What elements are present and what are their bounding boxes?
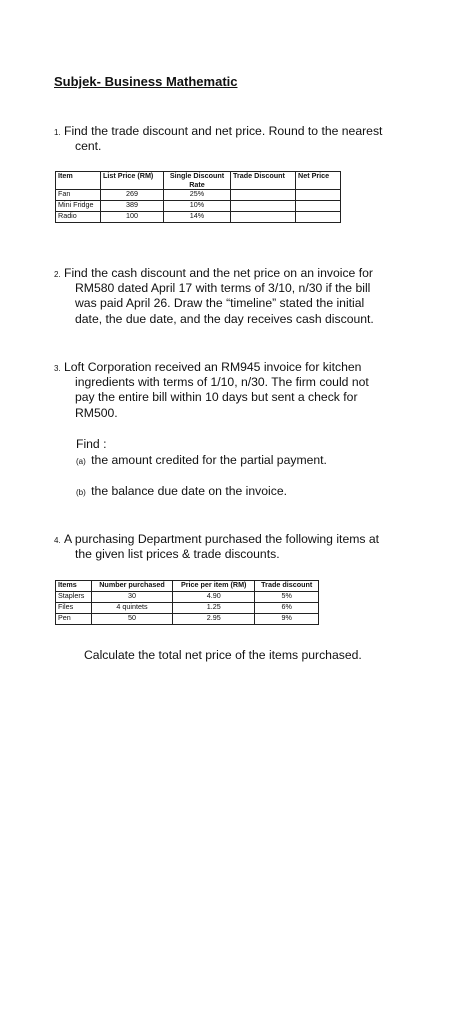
question-line: Find the cash discount and the net price on an invoice for [64,266,373,280]
table-cell: 389 [101,201,164,212]
question-line: was paid April 26. Draw the “timeline” stated the initial [75,296,365,311]
table-cell [231,190,296,201]
table-cell: 10% [164,201,231,212]
final-instruction: Calculate the total net price of the items purchased. [84,648,362,662]
table-cell: 2.95 [172,614,255,625]
question-line: Loft Corporation received an RM945 invoice for kitchen [64,360,362,374]
question-line: cent. [75,139,102,154]
table-cell: 25% [164,190,231,201]
column-header: Trade discount [255,581,319,592]
column-header: Items [56,581,92,592]
question-number: 2. [54,270,61,279]
column-header: List Price (RM) [101,172,164,190]
question-text [65,532,433,562]
table-cell: 269 [101,190,164,201]
table-header-row [56,172,341,190]
column-header: Net Price [296,172,341,190]
column-header: Single Discount Rate [164,172,231,190]
sub-question-a [76,453,327,469]
table-cell: Fan [56,190,101,201]
table-cell: 50 [92,614,173,625]
question-1 [38,124,433,154]
column-header: Trade Discount [231,172,296,190]
table-row [56,212,341,223]
table-cell: 4.90 [172,592,255,603]
table-cell: 5% [255,592,319,603]
find-label: Find : [76,437,107,451]
table-cell: 1.25 [172,603,255,614]
question-line: RM580 dated April 17 with terms of 3/10, n/30 if the bill [75,281,371,296]
column-header: Number purchased [92,581,173,592]
question-number: 3. [54,364,61,373]
table-row [56,603,319,614]
table-header-row [56,581,319,592]
sub-question-text: the balance due date on the invoice. [91,484,287,498]
table-cell [296,190,341,201]
table-cell: Staplers [56,592,92,603]
question-line: the given list prices & trade discounts. [75,547,280,562]
sub-question-b [76,484,287,500]
table-cell: 4 quintets [92,603,173,614]
question-text [65,360,433,421]
sub-question-text: the amount credited for the partial payment. [91,453,327,467]
table-row [56,190,341,201]
table-cell [296,212,341,223]
question-text [65,266,433,327]
question-line: pay the entire bill within 10 days but sent a check for [75,390,358,405]
q1-table [55,171,341,223]
table-cell [296,201,341,212]
question-line: date, the due date, and the day receives cash discount. [75,311,374,326]
question-line: RM500. [75,405,118,420]
question-line: ingredients with terms of 1/10, n/30. The firm could not [75,375,369,390]
table-cell: Mini Fridge [56,201,101,212]
question-2 [38,266,433,327]
table-cell [231,201,296,212]
table-row [56,592,319,603]
table-cell: 100 [101,212,164,223]
table-cell: Files [56,603,92,614]
table-cell [231,212,296,223]
question-number: 1. [54,128,61,137]
column-header: Item [56,172,101,190]
question-4 [38,532,433,562]
question-line: A purchasing Department purchased the following items at [64,532,380,546]
q4-table [55,580,319,625]
table-cell: 9% [255,614,319,625]
table-cell: Pen [56,614,92,625]
sub-question-label: (b) [76,488,86,497]
question-number: 4. [54,536,61,545]
sub-question-label: (a) [76,457,86,466]
table-cell: 30 [92,592,173,603]
table-cell: 14% [164,212,231,223]
page-title: Subjek- Business Mathematic [54,74,238,89]
question-3 [38,360,433,421]
table-cell: Radio [56,212,101,223]
table-row [56,201,341,212]
column-header: Price per item (RM) [172,581,255,592]
table-row [56,614,319,625]
question-line: Find the trade discount and net price. Round to the nearest [64,124,383,138]
question-text [65,124,433,154]
table-cell: 6% [255,603,319,614]
